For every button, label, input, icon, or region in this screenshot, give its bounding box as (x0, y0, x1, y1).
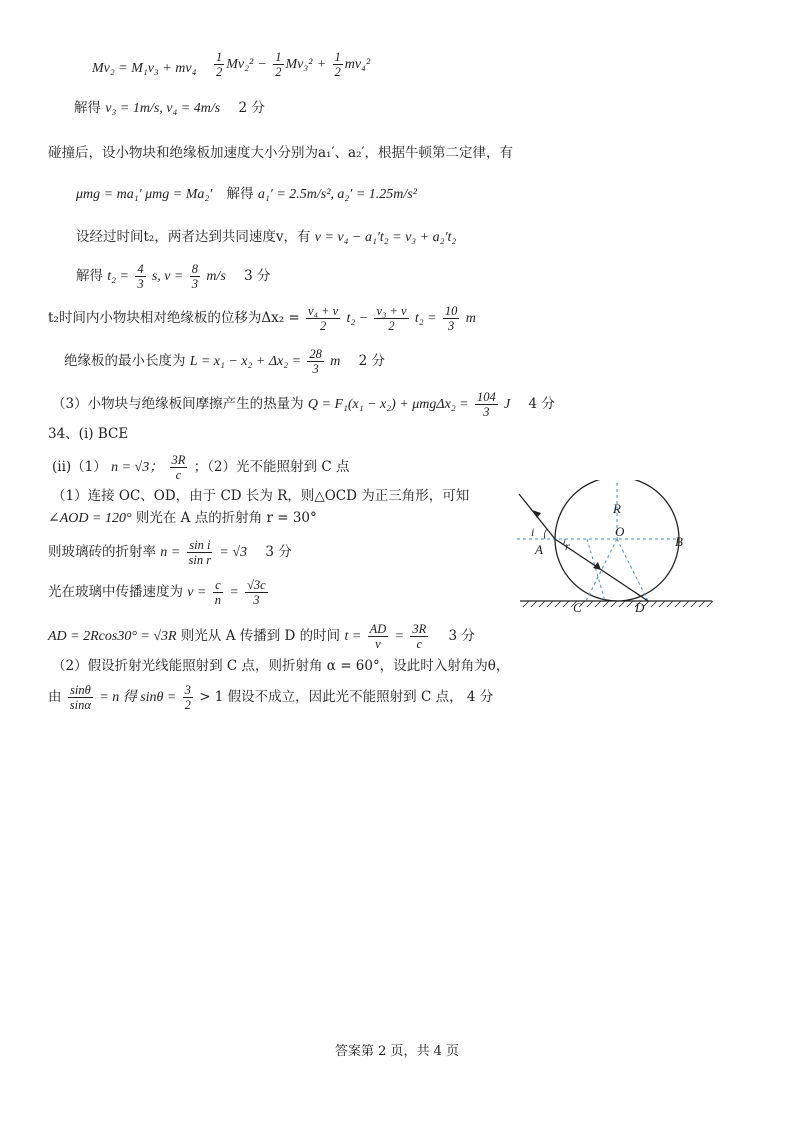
radius-od (617, 539, 648, 601)
angle-i-arc (544, 529, 547, 539)
momentum-equation: Mv₂ = M₁v₃ + mv₄ (92, 61, 197, 76)
label-O: O (615, 524, 625, 539)
question-34-ii-answer: (ii)（1） n = √3； $\frac{3R}{c}$ ；（2）光不能照射到 C 点 (52, 453, 350, 482)
solution-line-2: 解得 t₂ = $\frac{4}{3}$ s, v = $\frac{8}{3}$ m/s 3 分 (76, 262, 271, 291)
text-line-after-collision: 碰撞后，设小物块和绝缘板加速度大小分别为a₁′、a₂′，根据牛顿第二定律，有 (48, 145, 514, 161)
label-C: C (573, 600, 582, 615)
label-r: r (565, 539, 570, 553)
solution-line-1: 解得 v₃ = 1m/s, v₄ = 4m/s 2 分 (74, 100, 265, 116)
newton-equations: μmg = ma₁′ μmg = Ma₂′ 解得 a₁′ = 2.5m/s², a₂′ = 1.25m/s² (76, 186, 417, 202)
score: 3 分 (265, 544, 292, 560)
incident-arrow (532, 510, 541, 518)
assumption-line: （2）假设折射光线能照射到 C 点，则折射角 α = 60°，设此时入射角为θ， (52, 658, 510, 674)
score: 3 分 (448, 628, 475, 644)
ground-hatch (523, 601, 713, 607)
explanation-line-2: ∠AOD = 120° 则光在 A 点的折射角 r = 30° (48, 510, 317, 526)
heat-line: （3）小物块与绝缘板间摩擦产生的热量为 Q = F₁(x₁ − x₂) + μmgΔx₂ = $\frac{104}{3}$ J 4 分 (52, 390, 555, 419)
score: 2 分 (358, 353, 385, 369)
explanation-line-1: （1）连接 OC、OD，由于 CD 长为 R，则△OCD 为正三角形，可知 (52, 488, 470, 504)
speed-in-glass-line: 光在玻璃中传播速度为 v = $\frac{c}{n}$ = $\frac{√3c}{3}$ (48, 578, 266, 607)
glass-circle (555, 480, 679, 601)
refractive-index-line: 则玻璃砖的折射率 n = $\frac{\text{sin i}}{\text{sin r}}$ = √3 3 分 (48, 538, 292, 567)
optics-diagram (515, 480, 715, 620)
label-D: D (635, 600, 645, 615)
label-R: R (613, 501, 621, 516)
score: 3 分 (244, 268, 271, 284)
conclusion-line: 由 $\frac{\sin\theta}{\sin\alpha}$ = n 得 sinθ = $\frac{3}{2}$ > 1 假设不成立，因此光不能照射到 C 点， 4 分 (48, 683, 494, 712)
min-length-line: 绝缘板的最小长度为 L = x₁ − x₂ + Δx₂ = $\frac{28}{3}$ m 2 分 (64, 347, 385, 376)
score: 2 分 (238, 100, 265, 116)
score: 4 分 (528, 396, 555, 412)
common-velocity-line: 设经过时间t₂，两者达到共同速度v，有 v = v₄ − a₁′t₂ = v₃ + a₂′t₂ (76, 229, 457, 245)
relative-displacement-line: t₂时间内小物块相对绝缘板的位移为Δx₂ = $\frac{\text{v₄ + v}}{2}$ t₂ − $\frac{\text{v₃ + v}}{2}$ t₂ = $\frac{10}{3}$ m (48, 304, 476, 333)
question-34-answer: 34、(i) BCE (48, 426, 129, 442)
time-line: AD = 2Rcos30° = √3R 则光从 A 传播到 D 的时间 t = $\frac{AD}{v}$ = $\frac{3R}{c}$ 3 分 (48, 622, 475, 651)
label-A: A (535, 542, 543, 557)
page-footer: 答案第 2 页，共 4 页 (334, 1044, 460, 1059)
equation-momentum (92, 58, 196, 79)
label-i: i (531, 525, 535, 539)
equation-energy: $\frac{1}{2}$ Mv₂² − $\frac{1}{2}$ Mv₃² + $\frac{1}{2}$ mv₄² (216, 50, 371, 79)
label-B: B (675, 534, 683, 549)
